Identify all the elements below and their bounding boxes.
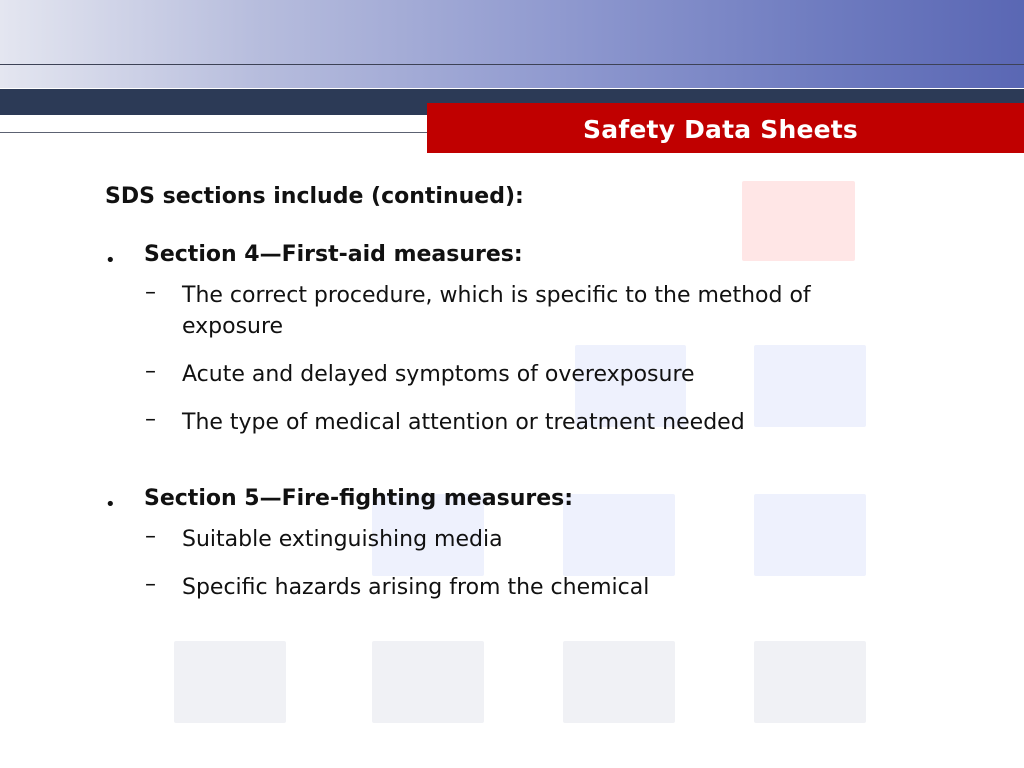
decor-square <box>563 641 675 723</box>
list-item: Acute and delayed symptoms of overexposure <box>182 362 695 387</box>
list-item: Suitable extinguishing media <box>182 527 503 552</box>
bullet-icon: • <box>105 494 116 515</box>
decor-square <box>174 641 286 723</box>
header-divider-line <box>0 64 1024 65</box>
dash-icon: – <box>145 280 156 305</box>
decor-square <box>754 641 866 723</box>
list-item: The type of medical attention or treatment needed <box>182 410 745 435</box>
list-item: The correct procedure, which is specific to the method of exposure <box>182 283 811 339</box>
section-4-title: Section 4—First-aid measures: <box>144 242 523 267</box>
dash-icon: – <box>145 524 156 549</box>
dash-icon: – <box>145 359 156 384</box>
list-item: Specific hazards arising from the chemical <box>182 575 650 600</box>
bullet-icon: • <box>105 250 116 271</box>
header-underline <box>0 132 430 133</box>
title-bar <box>427 103 1024 153</box>
content-heading: SDS sections include (continued): <box>105 184 524 209</box>
header-gradient-band <box>0 0 1024 88</box>
section-5-title: Section 5—Fire-fighting measures: <box>144 486 574 511</box>
dash-icon: – <box>145 407 156 432</box>
decor-square <box>372 641 484 723</box>
decor-square <box>742 181 855 261</box>
dash-icon: – <box>145 572 156 597</box>
slide-title: Safety Data Sheets <box>583 115 858 144</box>
